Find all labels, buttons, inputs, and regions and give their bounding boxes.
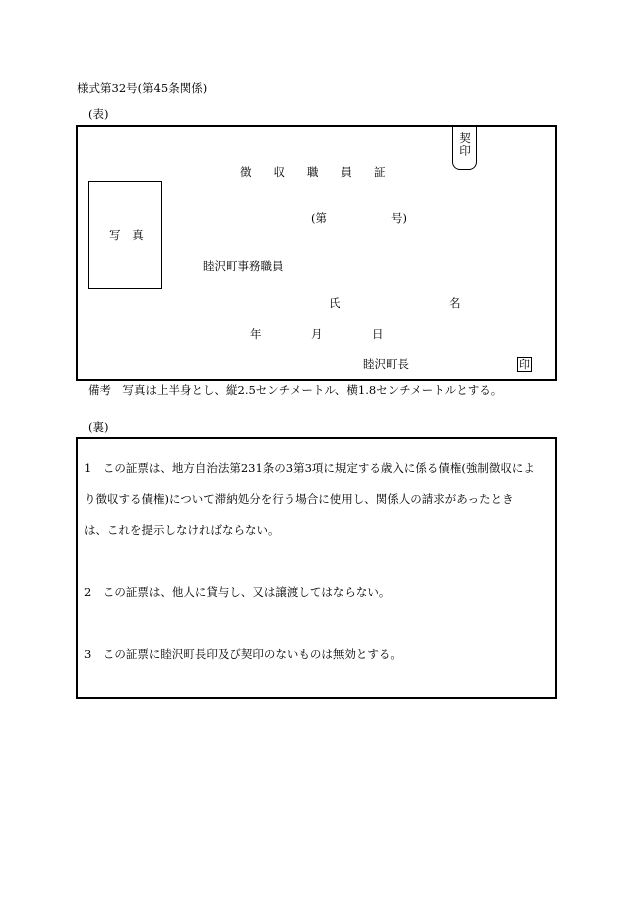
back-item1-line2: り徴収する債権)について滞納処分を行う場合に使用し、関係人の請求があったとき	[84, 492, 514, 506]
issuer: 睦沢町長	[363, 357, 409, 371]
note: 備考 写真は上半身とし、縦2.5センチメートル、横1.8センチメートルとする。	[88, 383, 503, 397]
back-item1-line1: 1 この証票は、地方自治法第231条の3第3項に規定する歳入に係る債権(強制徴収によ	[84, 461, 535, 475]
name-label-right: 名	[449, 296, 461, 310]
front-label: (表)	[88, 107, 109, 121]
back-label: (裏)	[88, 420, 109, 434]
photo-label: 写 真	[109, 228, 148, 242]
name-label-left: 氏	[329, 296, 341, 310]
back-item1-line3: は、これを提示しなければならない。	[84, 523, 280, 537]
photo-placeholder	[88, 181, 162, 289]
seal-tab	[452, 126, 477, 170]
stamp-label: 印	[519, 358, 530, 371]
stamp-box	[517, 357, 532, 372]
date-month: 月	[311, 327, 323, 341]
number-suffix: 号)	[391, 211, 407, 225]
affiliation: 睦沢町事務職員	[203, 259, 284, 273]
form-label: 様式第32号(第45条関係)	[77, 81, 208, 95]
date-day: 日	[372, 327, 384, 341]
back-item2: 2 この証票は、他人に貸与し、又は譲渡してはならない。	[84, 585, 391, 599]
number-prefix: (第	[311, 211, 327, 225]
seal-tab-label: 契印	[458, 132, 472, 157]
card-title: 徴収職員証	[240, 165, 408, 179]
date-year: 年	[250, 327, 262, 341]
back-item3: 3 この証票に睦沢町長印及び契印のないものは無効とする。	[84, 647, 402, 661]
